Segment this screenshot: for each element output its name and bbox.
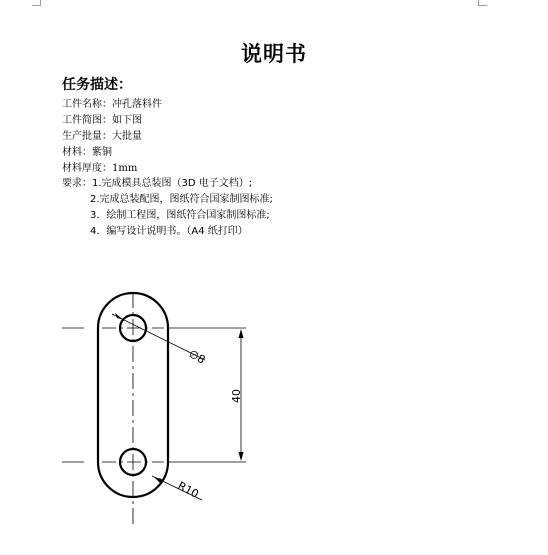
spec-value: 1mm — [112, 162, 138, 174]
spec-label: 工件名称： — [62, 99, 112, 110]
diameter-label: ∅8 — [186, 347, 208, 367]
requirement-text: 4．编写设计说明书。（A4 纸打印） — [90, 225, 248, 237]
requirement-text: 2.完成总装配图，图纸符合国家制图标准; — [90, 193, 273, 205]
section-heading: 任务描述： — [62, 77, 132, 93]
spec-label: 生产批量： — [62, 130, 112, 142]
spec-label: 材料： — [62, 146, 92, 158]
spec-label: 工件简图： — [62, 114, 112, 126]
center-lines — [62, 292, 246, 528]
spec-value: 如下图 — [112, 114, 142, 126]
spec-value: 紫铜 — [92, 146, 112, 158]
height-dimension-label: 40 — [230, 389, 243, 403]
radius-label: R10 — [175, 479, 201, 501]
requirements-label: 要求： — [62, 178, 92, 189]
requirement-text: 1.完成模具总装图（3D 电子文档）; — [92, 178, 253, 189]
document-title: 说明书 — [241, 41, 307, 66]
spec-value: 冲孔落料件 — [112, 99, 162, 110]
requirement-text: 3．绘制工程图，图纸符合国家制图标准; — [90, 209, 270, 221]
spec-value: 大批量 — [112, 130, 142, 142]
spec-label: 材料厚度： — [62, 162, 112, 174]
